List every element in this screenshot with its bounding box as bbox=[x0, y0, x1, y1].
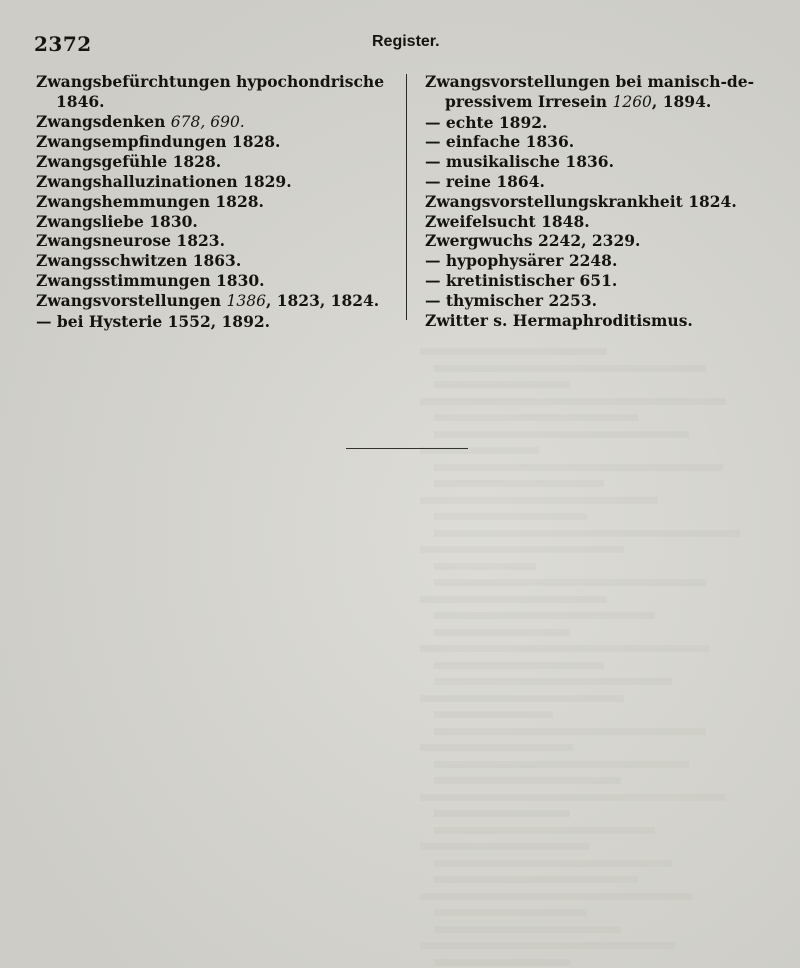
index-entry: — bei Hysterie 1552, 1892. bbox=[36, 311, 271, 331]
index-entry: — musikalische 1836. bbox=[425, 152, 614, 172]
index-entry: Zwangsneurose 1823. bbox=[36, 231, 225, 251]
index-entry: — reine 1864. bbox=[425, 171, 545, 191]
bleed-line bbox=[434, 728, 706, 735]
bleed-line bbox=[434, 827, 655, 834]
index-entry: Zwangsbefürchtungen hypochondrische 1846. bbox=[36, 72, 385, 111]
index-entry: Zwangsschwitzen 1863. bbox=[36, 251, 242, 271]
bleed-line bbox=[434, 959, 570, 966]
bleed-line bbox=[420, 843, 590, 850]
bleed-line bbox=[434, 810, 570, 817]
index-column-left bbox=[36, 72, 398, 331]
index-entry: — hypophysärer 2248. bbox=[425, 251, 618, 271]
bleed-line bbox=[434, 480, 604, 487]
index-entry: — echte 1892. bbox=[425, 112, 548, 132]
bleed-line bbox=[434, 464, 723, 471]
index-entry: Zwangsdenken 678, 690. bbox=[36, 111, 245, 131]
bleed-line bbox=[420, 546, 624, 553]
bleed-line bbox=[434, 530, 740, 537]
index-entry: Zwitter s. Hermaphroditismus. bbox=[425, 310, 693, 330]
bleed-line bbox=[420, 348, 607, 355]
bleed-line bbox=[420, 645, 709, 652]
bleed-line bbox=[420, 942, 675, 949]
index-entry: Zwangsstimmungen 1830. bbox=[36, 270, 265, 290]
bleed-line bbox=[434, 431, 689, 438]
index-entry: Zwangsempfindungen 1828. bbox=[36, 132, 281, 152]
bleed-line bbox=[434, 876, 638, 883]
end-rule bbox=[346, 448, 468, 449]
running-head: Register. bbox=[372, 33, 440, 50]
index-entry: Zwangsgefühle 1828. bbox=[36, 152, 222, 172]
index-entry: Zwangshemmungen 1828. bbox=[36, 191, 264, 211]
bleed-line bbox=[434, 761, 689, 768]
bleed-line bbox=[434, 711, 553, 718]
bleed-line bbox=[434, 414, 638, 421]
bleed-line bbox=[420, 744, 573, 751]
index-entry: Zwangsvorstellungen 1386, 1823, 1824. bbox=[36, 290, 380, 310]
bleed-line bbox=[434, 612, 655, 619]
bleed-line bbox=[420, 497, 658, 504]
index-entry: — einfache 1836. bbox=[425, 132, 575, 152]
bleed-line bbox=[434, 678, 672, 685]
bleed-line bbox=[434, 629, 570, 636]
bleed-line bbox=[434, 662, 604, 669]
bleed-line bbox=[434, 777, 621, 784]
page-number: 2372 bbox=[34, 32, 92, 56]
index-entry: Zweifelsucht 1848. bbox=[425, 211, 590, 231]
index-entry: Zwangshalluzinationen 1829. bbox=[36, 171, 292, 191]
bleed-line bbox=[420, 794, 726, 801]
index-entry: Zwangsliebe 1830. bbox=[36, 211, 198, 231]
index-entry: — kretinistischer 651. bbox=[425, 270, 618, 290]
index-column-right bbox=[425, 72, 785, 330]
bleed-line bbox=[420, 893, 692, 900]
bleed-line bbox=[434, 381, 570, 388]
index-entry: Zwangsvorstellungen bei manisch-de- pressivem Irresein 1260, 1894. bbox=[425, 72, 755, 111]
index-entry: Zwangsvorstellungskrankheit 1824. bbox=[425, 191, 737, 211]
bleed-line bbox=[420, 596, 607, 603]
column-divider bbox=[406, 74, 407, 320]
bleed-line bbox=[434, 563, 536, 570]
bleed-line bbox=[420, 398, 726, 405]
index-entry: — thymischer 2253. bbox=[425, 290, 598, 310]
bleed-line bbox=[434, 860, 672, 867]
bleed-line bbox=[434, 909, 587, 916]
bleed-line bbox=[434, 926, 621, 933]
bleed-line bbox=[434, 365, 706, 372]
bleed-line bbox=[434, 513, 587, 520]
bleed-line bbox=[420, 695, 624, 702]
bleed-line bbox=[434, 579, 706, 586]
index-entry: Zwergwuchs 2242, 2329. bbox=[425, 231, 641, 251]
